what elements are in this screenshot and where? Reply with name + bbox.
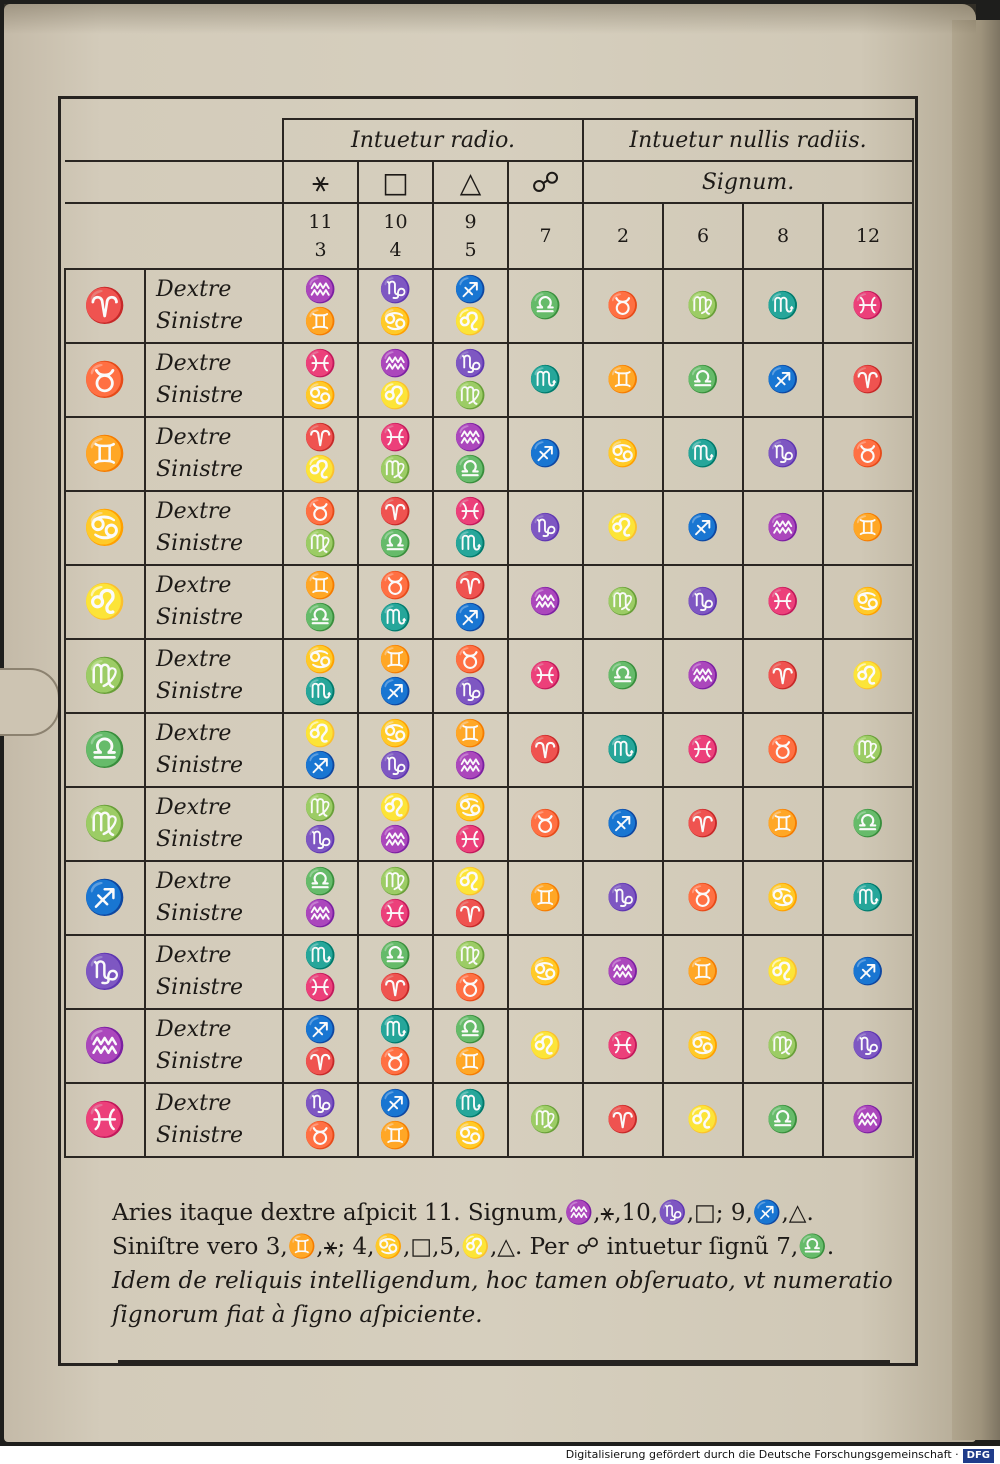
sign-cell-icon: ♊ [823,491,913,565]
side-label [145,1009,283,1083]
side-label [145,565,283,639]
aspect-cell [433,417,508,491]
sinister-sign-icon: ♌ [304,455,337,485]
dexter-sign-icon: ♍ [454,941,487,971]
sign-cell-icon: ♏ [743,269,823,343]
sign-cell-icon: ♓ [508,639,583,713]
dexter-sign-icon: ♎ [304,867,337,897]
aspect-cell [433,491,508,565]
aspect-cell [283,269,358,343]
sinister-sign-icon: ♉ [379,1047,412,1077]
row-sign-icon: ♊ [65,417,145,491]
row-sign-icon: ♈ [65,269,145,343]
sign-cell-icon: ♐ [583,787,663,861]
dexter-sign-icon: ♐ [304,1015,337,1045]
sign-cell-icon: ♊ [508,861,583,935]
sign-cell-icon: ♒ [743,491,823,565]
sign-cell-icon: ♈ [583,1083,663,1157]
dexter-label: Dextre [156,721,232,746]
dexter-label: Dextre [156,795,232,820]
sign-cell-icon: ♉ [743,713,823,787]
sinister-sign-icon: ♑ [379,751,412,781]
aspect-cell [358,1083,433,1157]
sinister-sign-icon: ♌ [454,307,487,337]
sinister-sign-icon: ♉ [304,1121,337,1151]
caption [112,1196,912,1332]
caption-line: ſignorum fiat à ſigno aſpiciente. [112,1302,483,1328]
row-sign-icon: ♓ [65,1083,145,1157]
aspect-cell [433,1083,508,1157]
aspect-cell [283,787,358,861]
sinister-label: Sinistre [156,457,243,482]
dexter-sign-icon: ♉ [379,571,412,601]
sign-cell-icon: ♎ [508,269,583,343]
count-cell: 9 5 [433,203,508,269]
dexter-label: Dextre [156,499,232,524]
radio-title: Intuetur radio. [283,119,583,161]
aspect-cell [433,269,508,343]
row-sign-icon: ♍ [65,639,145,713]
sign-cell-icon: ♎ [583,639,663,713]
count-cell: 12 [823,203,913,269]
sign-cell-icon: ♒ [823,1083,913,1157]
sign-cell-icon: ♏ [508,343,583,417]
table-row [65,343,913,417]
side-label [145,787,283,861]
sinister-sign-icon: ♎ [304,603,337,633]
dexter-label: Dextre [156,351,232,376]
sign-cell-icon: ♉ [508,787,583,861]
dexter-sign-icon: ♎ [454,1015,487,1045]
sign-cell-icon: ♊ [583,343,663,417]
side-label [145,639,283,713]
sign-cell-icon: ♉ [823,417,913,491]
dexter-label: Dextre [156,425,232,450]
header-row-titles [65,119,913,161]
aspect-cell [358,639,433,713]
sign-cell-icon: ♑ [508,491,583,565]
caption-line: Idem de reliquis intelligendum, hoc tamen obſeruato, vt numeratio [112,1268,893,1294]
sinister-sign-icon: ♏ [379,603,412,633]
table-row [65,269,913,343]
header-row-aspects [65,161,913,203]
table-row [65,639,913,713]
dexter-sign-icon: ♐ [379,1089,412,1119]
sinister-label: Sinistre [156,827,243,852]
sinister-sign-icon: ♎ [454,455,487,485]
dexter-sign-icon: ♒ [304,275,337,305]
dexter-sign-icon: ♏ [379,1015,412,1045]
aspect-cell [433,343,508,417]
aspect-cell [358,417,433,491]
side-label [145,269,283,343]
sign-cell-icon: ♐ [823,935,913,1009]
sign-cell-icon: ♑ [663,565,743,639]
dexter-sign-icon: ♑ [454,349,487,379]
sign-cell-icon: ♌ [583,491,663,565]
side-label [145,935,283,1009]
sign-cell-icon: ♋ [743,861,823,935]
table-row [65,491,913,565]
sign-cell-icon: ♏ [823,861,913,935]
aspect-cell [433,861,508,935]
sinister-sign-icon: ♐ [454,603,487,633]
aspect-cell [283,417,358,491]
table-row [65,713,913,787]
sign-cell-icon: ♎ [743,1083,823,1157]
dexter-sign-icon: ♊ [304,571,337,601]
sinister-sign-icon: ♑ [304,825,337,855]
sign-cell-icon: ♋ [583,417,663,491]
dexter-sign-icon: ♓ [454,497,487,527]
sinister-label: Sinistre [156,605,243,630]
sign-cell-icon: ♌ [663,1083,743,1157]
count-cell: 2 [583,203,663,269]
count-cell: 6 [663,203,743,269]
dexter-label: Dextre [156,943,232,968]
square-icon: □ [358,161,433,203]
aspect-cell [433,787,508,861]
dexter-sign-icon: ♋ [379,719,412,749]
sextile-icon: ⚹ [283,161,358,203]
dexter-label: Dextre [156,277,232,302]
sign-cell-icon: ♈ [508,713,583,787]
sinister-label: Sinistre [156,1123,243,1148]
dexter-label: Dextre [156,1091,232,1116]
sign-cell-icon: ♉ [583,269,663,343]
aspect-cell [283,491,358,565]
dexter-sign-icon: ♊ [379,645,412,675]
sinister-sign-icon: ♌ [379,381,412,411]
header-row-numbers [65,203,913,269]
sinister-sign-icon: ♍ [379,455,412,485]
dexter-sign-icon: ♈ [454,571,487,601]
sign-cell-icon: ♓ [663,713,743,787]
sinister-sign-icon: ♎ [379,529,412,559]
sign-cell-icon: ♎ [823,787,913,861]
dexter-sign-icon: ♏ [454,1089,487,1119]
dexter-sign-icon: ♍ [379,867,412,897]
sign-cell-icon: ♐ [508,417,583,491]
count-cell: 8 [743,203,823,269]
sign-cell-icon: ♈ [743,639,823,713]
page-edge [952,20,1000,1440]
dexter-sign-icon: ♌ [454,867,487,897]
sign-cell-icon: ♓ [823,269,913,343]
bottom-rule [118,1360,890,1363]
dexter-sign-icon: ♍ [304,793,337,823]
sign-cell-icon: ♋ [823,565,913,639]
sinister-sign-icon: ♐ [304,751,337,781]
sinister-label: Sinistre [156,383,243,408]
sign-cell-icon: ♍ [743,1009,823,1083]
row-sign-icon: ♐ [65,861,145,935]
dexter-sign-icon: ♑ [379,275,412,305]
count-cell: 10 4 [358,203,433,269]
side-label [145,343,283,417]
sign-cell-icon: ♐ [663,491,743,565]
table-row [65,1083,913,1157]
table-row [65,935,913,1009]
sign-cell-icon: ♊ [663,935,743,1009]
sign-cell-icon: ♏ [583,713,663,787]
sign-cell-icon: ♌ [743,935,823,1009]
table-row [65,565,913,639]
digitization-footer [0,1446,1000,1464]
sinister-sign-icon: ♓ [379,899,412,929]
aspect-cell [358,269,433,343]
aspect-cell [433,935,508,1009]
aspect-cell [283,565,358,639]
aspect-cell [283,1009,358,1083]
sign-cell-icon: ♐ [743,343,823,417]
aspect-cell [433,565,508,639]
nullis-title: Intuetur nullis radiis. [583,119,913,161]
table-row [65,787,913,861]
sinister-label: Sinistre [156,753,243,778]
row-sign-icon: ♉ [65,343,145,417]
sinister-label: Sinistre [156,679,243,704]
sign-cell-icon: ♓ [583,1009,663,1083]
side-label [145,1083,283,1157]
dexter-sign-icon: ♉ [304,497,337,527]
caption-line: Aries itaque dextre aſpicit 11. Signum,♒,⚹,10,♑,□; 9,♐,△. [112,1200,814,1226]
sinister-sign-icon: ♉ [454,973,487,1003]
page-shadow [4,4,976,34]
table-row [65,417,913,491]
sign-cell-icon: ♍ [663,269,743,343]
sinister-label: Sinistre [156,309,243,334]
aspect-cell [283,935,358,1009]
sign-cell-icon: ♍ [508,1083,583,1157]
aspect-cell [358,713,433,787]
dexter-label: Dextre [156,647,232,672]
zodiac-aspect-table [64,118,914,1158]
sinister-sign-icon: ♓ [454,825,487,855]
row-sign-icon: ♑ [65,935,145,1009]
dfg-logo: DFG [963,1449,994,1463]
dexter-sign-icon: ♒ [454,423,487,453]
sign-cell-icon: ♌ [823,639,913,713]
caption-line: Siniſtre vero 3,♊,⚹; 4,♋,□,5,♌,△. Per ☍ intuetur ſignũ 7,♎. [112,1234,835,1260]
sign-cell-icon: ♒ [663,639,743,713]
row-sign-icon: ♒ [65,1009,145,1083]
dexter-sign-icon: ♈ [379,497,412,527]
sign-cell-icon: ♍ [583,565,663,639]
dexter-label: Dextre [156,869,232,894]
dexter-sign-icon: ♐ [454,275,487,305]
table-row [65,1009,913,1083]
sign-cell-icon: ♉ [663,861,743,935]
sign-cell-icon: ♑ [743,417,823,491]
dexter-sign-icon: ♈ [304,423,337,453]
opposition-icon: ☍ [508,161,583,203]
aspect-cell [433,639,508,713]
sign-cell-icon: ♈ [823,343,913,417]
sinister-sign-icon: ♓ [304,973,337,1003]
dexter-sign-icon: ♓ [304,349,337,379]
sinister-sign-icon: ♊ [379,1121,412,1151]
count-cell: 7 [508,203,583,269]
sinister-sign-icon: ♐ [379,677,412,707]
trine-icon: △ [433,161,508,203]
sinister-label: Sinistre [156,901,243,926]
dexter-sign-icon: ♋ [304,645,337,675]
sign-cell-icon: ♋ [508,935,583,1009]
sinister-sign-icon: ♒ [379,825,412,855]
side-label [145,713,283,787]
dexter-label: Dextre [156,1017,232,1042]
sinister-sign-icon: ♒ [454,751,487,781]
sign-cell-icon: ♋ [663,1009,743,1083]
dexter-sign-icon: ♒ [379,349,412,379]
sinister-label: Sinistre [156,975,243,1000]
sinister-sign-icon: ♏ [454,529,487,559]
aspect-cell [358,787,433,861]
aspect-cell [358,1009,433,1083]
dexter-sign-icon: ♎ [379,941,412,971]
row-sign-icon: ♌ [65,565,145,639]
dexter-sign-icon: ♌ [304,719,337,749]
sign-cell-icon: ♈ [663,787,743,861]
sinister-sign-icon: ♏ [304,677,337,707]
footer-text: Digitalisierung gefördert durch die Deutsche Forschungsgemeinschaft · [565,1448,959,1461]
aspect-cell [283,343,358,417]
aspect-cell [283,713,358,787]
sinister-sign-icon: ♊ [304,307,337,337]
dexter-label: Dextre [156,573,232,598]
sinister-label: Sinistre [156,531,243,556]
aspect-cell [358,935,433,1009]
side-label [145,417,283,491]
aspect-cell [358,343,433,417]
sign-cell-icon: ♎ [663,343,743,417]
sinister-sign-icon: ♊ [454,1047,487,1077]
sinister-sign-icon: ♒ [304,899,337,929]
aspect-cell [283,861,358,935]
count-cell: 11 3 [283,203,358,269]
dexter-sign-icon: ♌ [379,793,412,823]
dexter-sign-icon: ♏ [304,941,337,971]
aspect-cell [433,713,508,787]
sign-cell-icon: ♍ [823,713,913,787]
row-sign-icon: ♋ [65,491,145,565]
sinister-sign-icon: ♈ [454,899,487,929]
sinister-sign-icon: ♈ [379,973,412,1003]
sign-cell-icon: ♑ [583,861,663,935]
sinister-sign-icon: ♋ [304,381,337,411]
aspect-cell [358,565,433,639]
sign-cell-icon: ♓ [743,565,823,639]
sign-cell-icon: ♒ [583,935,663,1009]
sinister-sign-icon: ♋ [454,1121,487,1151]
sinister-sign-icon: ♈ [304,1047,337,1077]
dexter-sign-icon: ♑ [304,1089,337,1119]
dexter-sign-icon: ♓ [379,423,412,453]
sign-cell-icon: ♊ [743,787,823,861]
aspect-cell [358,861,433,935]
sinister-sign-icon: ♍ [454,381,487,411]
sinister-sign-icon: ♑ [454,677,487,707]
dexter-sign-icon: ♉ [454,645,487,675]
dexter-sign-icon: ♊ [454,719,487,749]
side-label [145,491,283,565]
aspect-cell [283,1083,358,1157]
sign-cell-icon: ♒ [508,565,583,639]
aspect-cell [283,639,358,713]
sinister-sign-icon: ♍ [304,529,337,559]
sinister-sign-icon: ♋ [379,307,412,337]
sign-cell-icon: ♏ [663,417,743,491]
table-row [65,861,913,935]
row-sign-icon: ♎ [65,713,145,787]
aspect-cell [358,491,433,565]
signum-label: Signum. [583,161,913,203]
sinister-label: Sinistre [156,1049,243,1074]
paper-tab [0,668,60,736]
dexter-sign-icon: ♋ [454,793,487,823]
side-label [145,861,283,935]
sign-cell-icon: ♌ [508,1009,583,1083]
row-sign-icon: ♍ [65,787,145,861]
aspect-cell [433,1009,508,1083]
sign-cell-icon: ♑ [823,1009,913,1083]
